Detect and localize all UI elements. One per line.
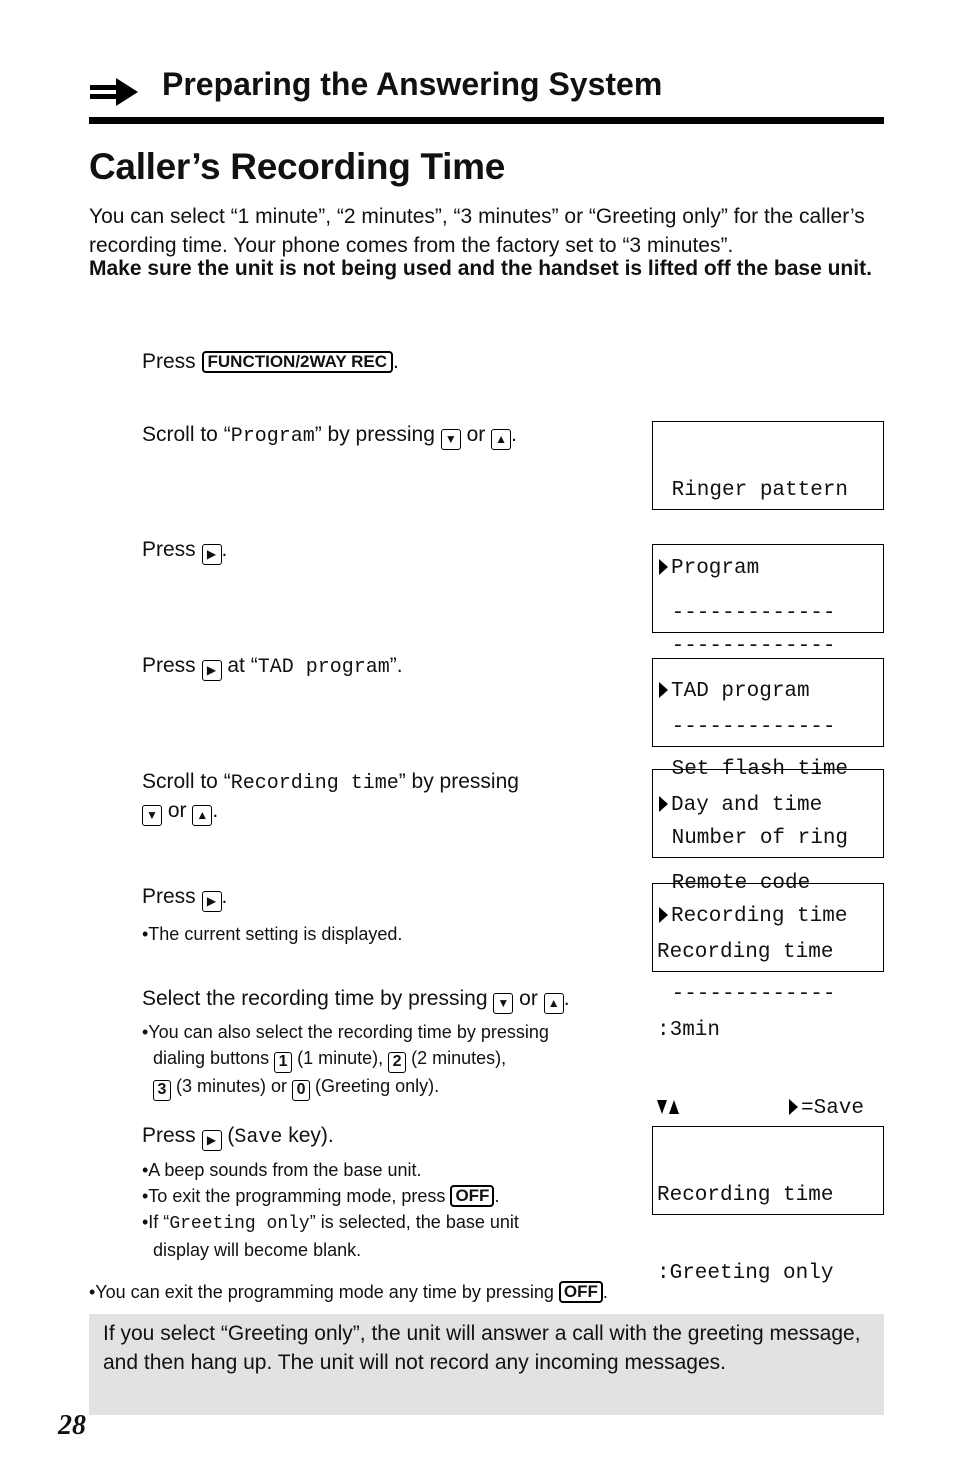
step-4 (142, 651, 403, 682)
right-arrow-icon (789, 1099, 798, 1115)
step-8-save-label: Save (234, 1126, 283, 1149)
step-8-note-3 (142, 1209, 519, 1237)
lcd-6-line-2: :Greeting only (657, 1262, 834, 1285)
step-5-or: or (162, 799, 193, 822)
lcd-3-line-2-text: Day and time (671, 794, 823, 817)
lcd-1-line-2-text: Program (671, 557, 760, 580)
down-key-icon: ▼ (441, 429, 461, 450)
step-7-note (142, 1019, 549, 1101)
lcd-1-line-1: Ringer pattern (659, 479, 849, 502)
right-key-icon: ▶ (202, 891, 222, 912)
section-title: Preparing the Answering System (162, 66, 663, 102)
step-8-note-1: •A beep sounds from the base unit. (142, 1160, 422, 1180)
page-title: Caller’s Recording Time (89, 146, 505, 187)
step-4-text: Press (142, 654, 202, 677)
dial-key-2: 2 (388, 1052, 406, 1073)
step-5-period: . (212, 799, 219, 822)
lcd-4-line-2-text: Recording time (671, 905, 848, 928)
lcd-display-2 (652, 544, 884, 781)
step-5 (142, 767, 519, 798)
lcd-2-line-3: Set flash time (659, 758, 849, 781)
section-rule (89, 117, 884, 124)
step-7-text: Select the recording time by pressing (142, 987, 494, 1010)
step-8-note-3-mono: Greeting only (169, 1214, 310, 1234)
lcd-5-line-1: Recording time (657, 941, 834, 964)
step-7 (142, 984, 570, 1014)
step-5-menu-item: Recording time (230, 772, 399, 795)
step-7-note-text-d: (2 minutes), (406, 1048, 507, 1068)
lcd-2-line-2-text: TAD program (671, 680, 810, 703)
down-arrow-icon (657, 1100, 667, 1114)
step-3-text: Press (142, 538, 202, 561)
lcd-5-save-text: =Save (801, 1097, 865, 1120)
up-key-icon: ▲ (491, 429, 511, 450)
step-2-or: or (460, 423, 492, 446)
step-5-line-2 (142, 796, 218, 826)
step-4-text-mid: at “ (221, 654, 258, 677)
lcd-4-line-3: ------------- (659, 983, 836, 1006)
off-key: OFF (559, 1281, 603, 1303)
step-8-text-mid: ( (221, 1124, 235, 1147)
step-7-note-text-b: dialing buttons (153, 1048, 275, 1068)
step-7-note-text-f: (Greeting only). (310, 1076, 440, 1096)
step-8-note-3-text: •If “ (142, 1212, 170, 1232)
exit-note-text: •You can exit the programming mode any time by pressing (89, 1282, 559, 1302)
step-6-period: . (221, 885, 228, 908)
step-2 (142, 420, 517, 451)
dial-key-3: 3 (153, 1080, 171, 1101)
step-7-note-text-e: (3 minutes) or (171, 1076, 293, 1096)
lcd-1-line-3: ------------- (659, 635, 836, 658)
step-7-note-line-1: •You can also select the recording time by pressing (142, 1022, 549, 1042)
step-5-text-mid: ” by pressing (398, 770, 519, 793)
section-arrow-icon (90, 78, 138, 106)
lcd-4-line-1: Number of ring (659, 827, 849, 850)
lcd-3-line-1: ------------- (659, 716, 836, 739)
step-4-period: ”. (389, 654, 403, 677)
exit-note (89, 1279, 608, 1305)
lcd-3-line-3: Remote code (659, 872, 811, 895)
dial-key-0: 0 (292, 1080, 310, 1101)
step-6-text: Press (142, 885, 202, 908)
step-1-period: . (393, 350, 399, 373)
lcd-display-6 (652, 1126, 884, 1285)
step-7-note-line-3 (142, 1073, 549, 1101)
exit-note-period: . (602, 1282, 608, 1302)
step-7-note-text-c: (1 minute), (292, 1048, 389, 1068)
step-7-note-line-2 (142, 1045, 549, 1073)
step-2-text: Scroll to “ (142, 423, 231, 446)
lcd-2-line-1: ------------- (659, 602, 836, 625)
step-2-period: . (511, 423, 517, 446)
step-2-text-mid: ” by pressing (314, 423, 441, 446)
up-arrow-icon (669, 1100, 679, 1114)
step-7-or: or (513, 987, 544, 1010)
step-6 (142, 882, 227, 912)
step-8-text: Press (142, 1124, 202, 1147)
down-key-icon: ▼ (493, 993, 513, 1014)
step-8-note-2-period: . (494, 1186, 500, 1206)
step-3-period: . (221, 538, 228, 561)
step-2-menu-item: Program (230, 425, 315, 448)
step-1 (142, 347, 399, 376)
step-8-notes (142, 1157, 519, 1263)
step-4-menu-item: TAD program (257, 656, 390, 679)
up-key-icon: ▲ (544, 993, 564, 1014)
step-8-note-2 (142, 1183, 519, 1209)
intro-paragraph: You can select “1 minute”, “2 minutes”, “3 minutes” or “Greeting only” for the caller’s recording time. Your phone comes from the factory set to “3 minutes”. (89, 205, 865, 257)
off-key: OFF (450, 1185, 494, 1207)
page-number: 28 (58, 1410, 86, 1441)
lcd-5-line-2: :3min (657, 1019, 721, 1042)
step-8-note-3-cont: display will become blank. (153, 1240, 362, 1260)
step-8-text-post: key). (282, 1124, 334, 1147)
function-2way-rec-key: FUNCTION/2WAY REC (202, 351, 393, 373)
step-5-text: Scroll to “ (142, 770, 231, 793)
lcd-display-5 (652, 883, 884, 1120)
up-key-icon: ▲ (192, 805, 212, 826)
info-box: If you select “Greeting only”, the unit will answer a call with the greeting message, and then hang up. The unit will not record any incoming messages. (89, 1314, 884, 1415)
down-key-icon: ▼ (142, 805, 162, 826)
right-key-icon: ▶ (202, 544, 222, 565)
step-8-note-3-post: ” is selected, the base unit (309, 1212, 519, 1232)
step-7-period: . (563, 987, 570, 1010)
lcd-6-line-1: Recording time (657, 1184, 834, 1207)
lcd-5-line-3 (657, 1096, 883, 1122)
intro-bold-warning: Make sure the unit is not being used and the handset is lifted off the base unit. (89, 257, 872, 280)
step-6-note: •The current setting is displayed. (142, 924, 403, 944)
step-3 (142, 535, 227, 565)
step-1-text: Press (142, 350, 202, 373)
lcd-display-1 (652, 421, 884, 658)
dial-key-1: 1 (274, 1052, 292, 1073)
intro-text (89, 202, 889, 283)
step-8 (142, 1121, 334, 1152)
right-key-icon: ▶ (202, 1130, 222, 1151)
right-key-icon: ▶ (202, 660, 222, 681)
step-8-note-2-text: •To exit the programming mode, press (142, 1186, 451, 1206)
